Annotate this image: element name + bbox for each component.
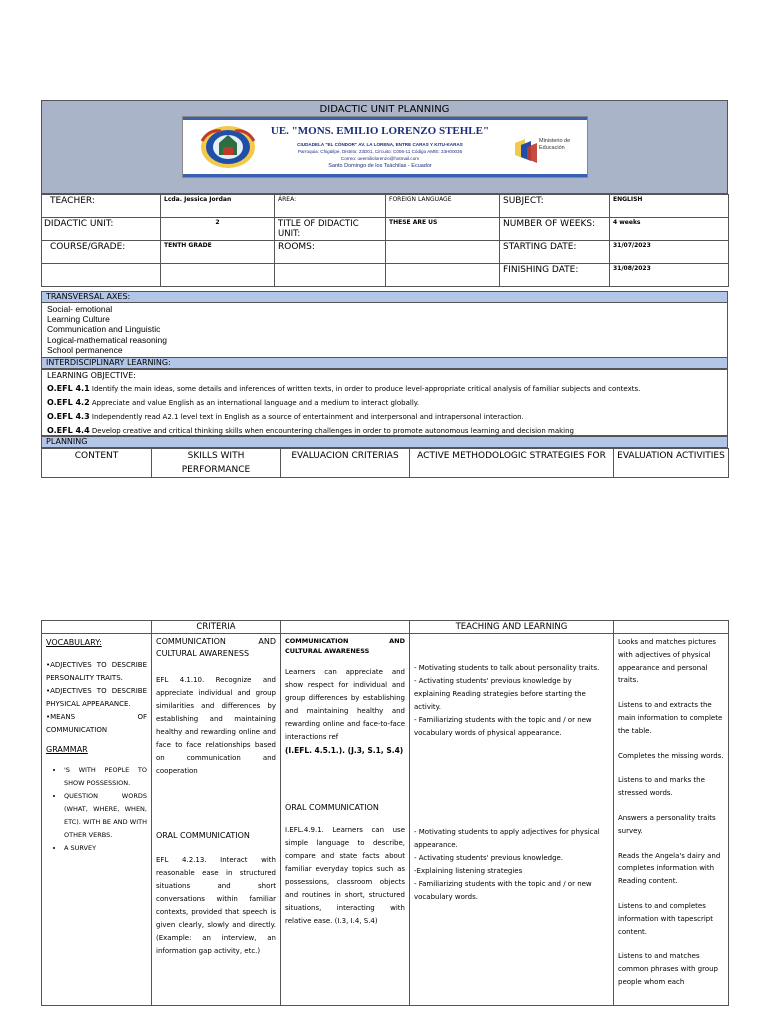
subject-label: SUBJECT:	[500, 195, 610, 218]
list-item: • A SURVEY	[64, 842, 147, 855]
course-value: TENTH GRADE	[161, 241, 275, 264]
activity-item: Listens to and completes information with tapescript content.	[618, 901, 713, 936]
list-item: Communication and Linguistic	[47, 324, 161, 335]
column-header-evaluation: EVALUATION ACTIVITIES	[614, 449, 729, 478]
learning-objectives	[41, 369, 728, 436]
grammar-list	[64, 764, 147, 855]
criteria-text: I.EFL.4.9.1. Learners can use simple language to describe, compare and state facts about familiar everyday topics such as possessions, classroom objects and routines in short, structured situations, interacting with relative ease. (I.3, I.4, S.4)	[285, 826, 405, 925]
finishing-date-label: FINISHING DATE:	[500, 264, 610, 287]
empty-cell	[161, 264, 275, 287]
skill-text: EFL 4.1.10. Recognize and appreciate individual and group similarities and differences by establishing and maintaining healthy and rewarding online and face to face relationships based on communication and cooperation	[156, 676, 276, 775]
area-label: ÁREA:	[275, 195, 386, 218]
content-cell	[42, 634, 152, 1006]
teacher-value: Lcda. Jessica Jordan	[161, 195, 275, 218]
column-header-criteria: EVALUACION CRITERIAS	[281, 449, 410, 478]
interdisciplinary-heading: INTERDISCIPLINARY LEARNING:	[41, 357, 728, 369]
list-item: School permanence	[47, 344, 123, 355]
didactic-unit-label: DIDACTIC UNIT:	[42, 218, 161, 241]
empty-cell	[386, 264, 500, 287]
criteria-reference: (I.EFL. 4.5.1.). (J.3, S.1, S.4)	[285, 746, 404, 755]
table-row	[42, 634, 729, 1006]
objective-code: O.EFL 4.2	[47, 398, 90, 407]
objective-item	[47, 396, 722, 410]
criteria-cell	[281, 634, 410, 1006]
transversal-axes-heading: TRANSVERSAL AXES:	[41, 291, 728, 303]
planning-detail-table	[41, 620, 729, 1006]
learning-objective-label: LEARNING OBJECTIVE:	[47, 371, 136, 380]
list-item: •ADJECTIVES TO DESCRIBE PERSONALITY TRAITS.	[46, 661, 147, 682]
table-row	[42, 264, 729, 287]
banner-bottom-strip	[183, 174, 587, 177]
objective-code: O.EFL 4.3	[47, 412, 90, 421]
activity-item: Completes the missing words.	[618, 751, 724, 760]
strategy-item: - Familiarizing students with the topic and / or new vocabulary words of physical appearance.	[414, 716, 592, 737]
course-label: COURSE/GRADE:	[42, 241, 161, 264]
school-location-line: Santo Domingo de los Tsáchilas - Ecuador	[328, 163, 432, 169]
skill-heading: ORAL COMMUNICATION	[156, 831, 250, 840]
planning-columns-table	[41, 448, 729, 478]
criteria-heading: ORAL COMMUNICATION	[285, 803, 379, 812]
skill-heading: COMMUNICATION AND CULTURAL AWARENESS	[156, 637, 276, 658]
list-item: • 'S WITH PEOPLE TO SHOW POSSESSION.	[64, 764, 147, 790]
didactic-unit-value: 2	[161, 218, 275, 241]
empty-cell	[42, 264, 161, 287]
table-row	[42, 195, 729, 218]
activity-item: Listens to and matches common phrases with group people whom each	[618, 952, 718, 986]
strategy-item: - Motivating students to apply adjectives for physical appearance.	[414, 828, 600, 849]
school-name: UE. "MONS. EMILIO LORENZO STEHLE"	[270, 125, 490, 137]
header-cell	[42, 621, 152, 634]
strategy-item: - Motivating students to talk about personality traits.	[414, 664, 600, 672]
document-title: DIDACTIC UNIT PLANNING	[319, 104, 450, 115]
header-cell	[281, 621, 410, 634]
rooms-value	[386, 241, 500, 264]
table-row	[42, 241, 729, 264]
strategy-item: -Explaining listening strategies	[414, 867, 523, 875]
strategy-item: - Activating students' previous knowledge.	[414, 854, 564, 862]
activity-item: Reads the Angela's dairy and completes information with Reading content.	[618, 851, 721, 886]
objective-text: Develop creative and critical thinking skills when encountering challenges in order to promote autonomous learning and decision making	[91, 427, 574, 435]
criteria-heading: COMMUNICATION AND CULTURAL AWARENESS	[285, 637, 405, 655]
skills-cell	[152, 634, 281, 1006]
objective-item	[47, 410, 722, 424]
strategy-item: - Familiarizing students with the topic and / or new vocabulary words.	[414, 880, 592, 901]
ministry-name: Ministerio de Educación	[539, 138, 571, 151]
transversal-axes-list	[41, 303, 728, 357]
unit-title-label: TITLE OF DIDACTIC UNIT:	[275, 218, 386, 241]
activity-item: Answers a personality traits survey.	[618, 813, 716, 835]
list-item: Social- emotional	[47, 304, 113, 314]
table-header-row	[42, 449, 729, 478]
unit-title-value: THESE ARE US	[386, 218, 500, 241]
weeks-value: 4 weeks	[610, 218, 729, 241]
starting-date-label: STARTING DATE:	[500, 241, 610, 264]
subject-value: ENGLISH	[610, 195, 729, 218]
objective-text: Appreciate and value English as an international language and a medium to interact globally.	[91, 399, 420, 407]
school-crest-logo	[199, 123, 257, 171]
criteria-text: Learners can appreciate and show respect for individual and group differences by establishing and maintaining healthy and rewarding online and face-to-face interactions ref	[285, 668, 405, 741]
header-cell	[614, 621, 729, 634]
strategies-cell	[410, 634, 614, 1006]
objective-code: O.EFL 4.1	[47, 384, 90, 393]
finishing-date-value: 31/08/2023	[610, 264, 729, 287]
vocabulary-heading: VOCABULARY:	[46, 638, 102, 647]
column-header-skills: SKILLS WITH PERFORMANCE	[152, 449, 281, 478]
header-section	[41, 100, 728, 194]
list-item: • QUESTION WORDS (WHAT, WHERE, WHEN, ETC). WITH BE AND WITH OTHER VERBS.	[64, 790, 147, 842]
header-cell-teaching-learning: TEACHING AND LEARNING	[410, 621, 614, 634]
list-item: Learning Culture	[47, 314, 110, 325]
skill-text: EFL 4.2.13. Interact with reasonable ease in structured situations and short conversations within familiar contexts, provided that speech is given clearly, slowly and directly. (Example: an interview, an information gap activity, etc.)	[156, 856, 276, 955]
column-header-content: CONTENT	[42, 449, 152, 478]
unit-info-table	[41, 194, 729, 287]
teacher-label: TEACHER:	[42, 195, 161, 218]
school-address-line: Parroquia: Chigüilpe, Distrito: 23D01, Circuito: C006-11 Código AMIE: 23H00036	[297, 149, 463, 154]
activity-item: Looks and matches pictures with adjectives of physical appearance and personal traits.	[618, 638, 717, 685]
table-row	[42, 218, 729, 241]
header-cell-criteria: CRITERIA	[152, 621, 281, 634]
banner-top-strip	[183, 117, 587, 120]
school-address-line: CIUDADELA "EL CÓNDOR" AV. LA LORENA, ENTRE CARAS Y KITU-KARAS	[297, 142, 463, 147]
evaluation-activities-cell	[614, 634, 729, 1006]
rooms-label: ROOMS:	[275, 241, 386, 264]
school-banner	[182, 116, 588, 178]
activity-item: Listens to and marks the stressed words.	[618, 776, 705, 798]
planning-heading: PLANNING	[41, 436, 728, 448]
table-header-row	[42, 621, 729, 634]
starting-date-value: 31/07/2023	[610, 241, 729, 264]
list-item: •ADJECTIVES TO DESCRIBE PHYSICAL APPEARANCE.	[46, 687, 147, 708]
area-value: FOREIGN LANGUAGE	[386, 195, 500, 218]
objective-text: Independently read A2.1 level text in English as a source of entertainment and interpersonal and intrapersonal interaction.	[91, 413, 524, 421]
grammar-heading: GRAMMAR	[46, 745, 88, 754]
weeks-label: NUMBER OF WEEKS:	[500, 218, 610, 241]
school-email-line: Correo: ueemiliolorenzo@hotmail.com	[340, 156, 420, 161]
objective-item	[47, 382, 722, 396]
list-item: Logical-mathematical reasoning	[47, 334, 168, 345]
objective-code: O.EFL 4.4	[47, 426, 90, 435]
column-header-strategies: ACTIVE METHODOLOGIC STRATEGIES FOR	[410, 449, 614, 478]
empty-cell	[275, 264, 386, 287]
activity-item: Listens to and extracts the main information to complete the table.	[618, 701, 723, 735]
strategy-item: - Activating students' previous knowledge by explaining Reading strategies before starting the activity.	[414, 677, 586, 711]
list-item: •MEANS OF COMMUNICATION	[46, 713, 147, 734]
objective-text: Identify the main ideas, some details and inferences of written texts, in order to produce level-appropriate critical analysis of familiar subjects and contexts.	[91, 385, 641, 393]
